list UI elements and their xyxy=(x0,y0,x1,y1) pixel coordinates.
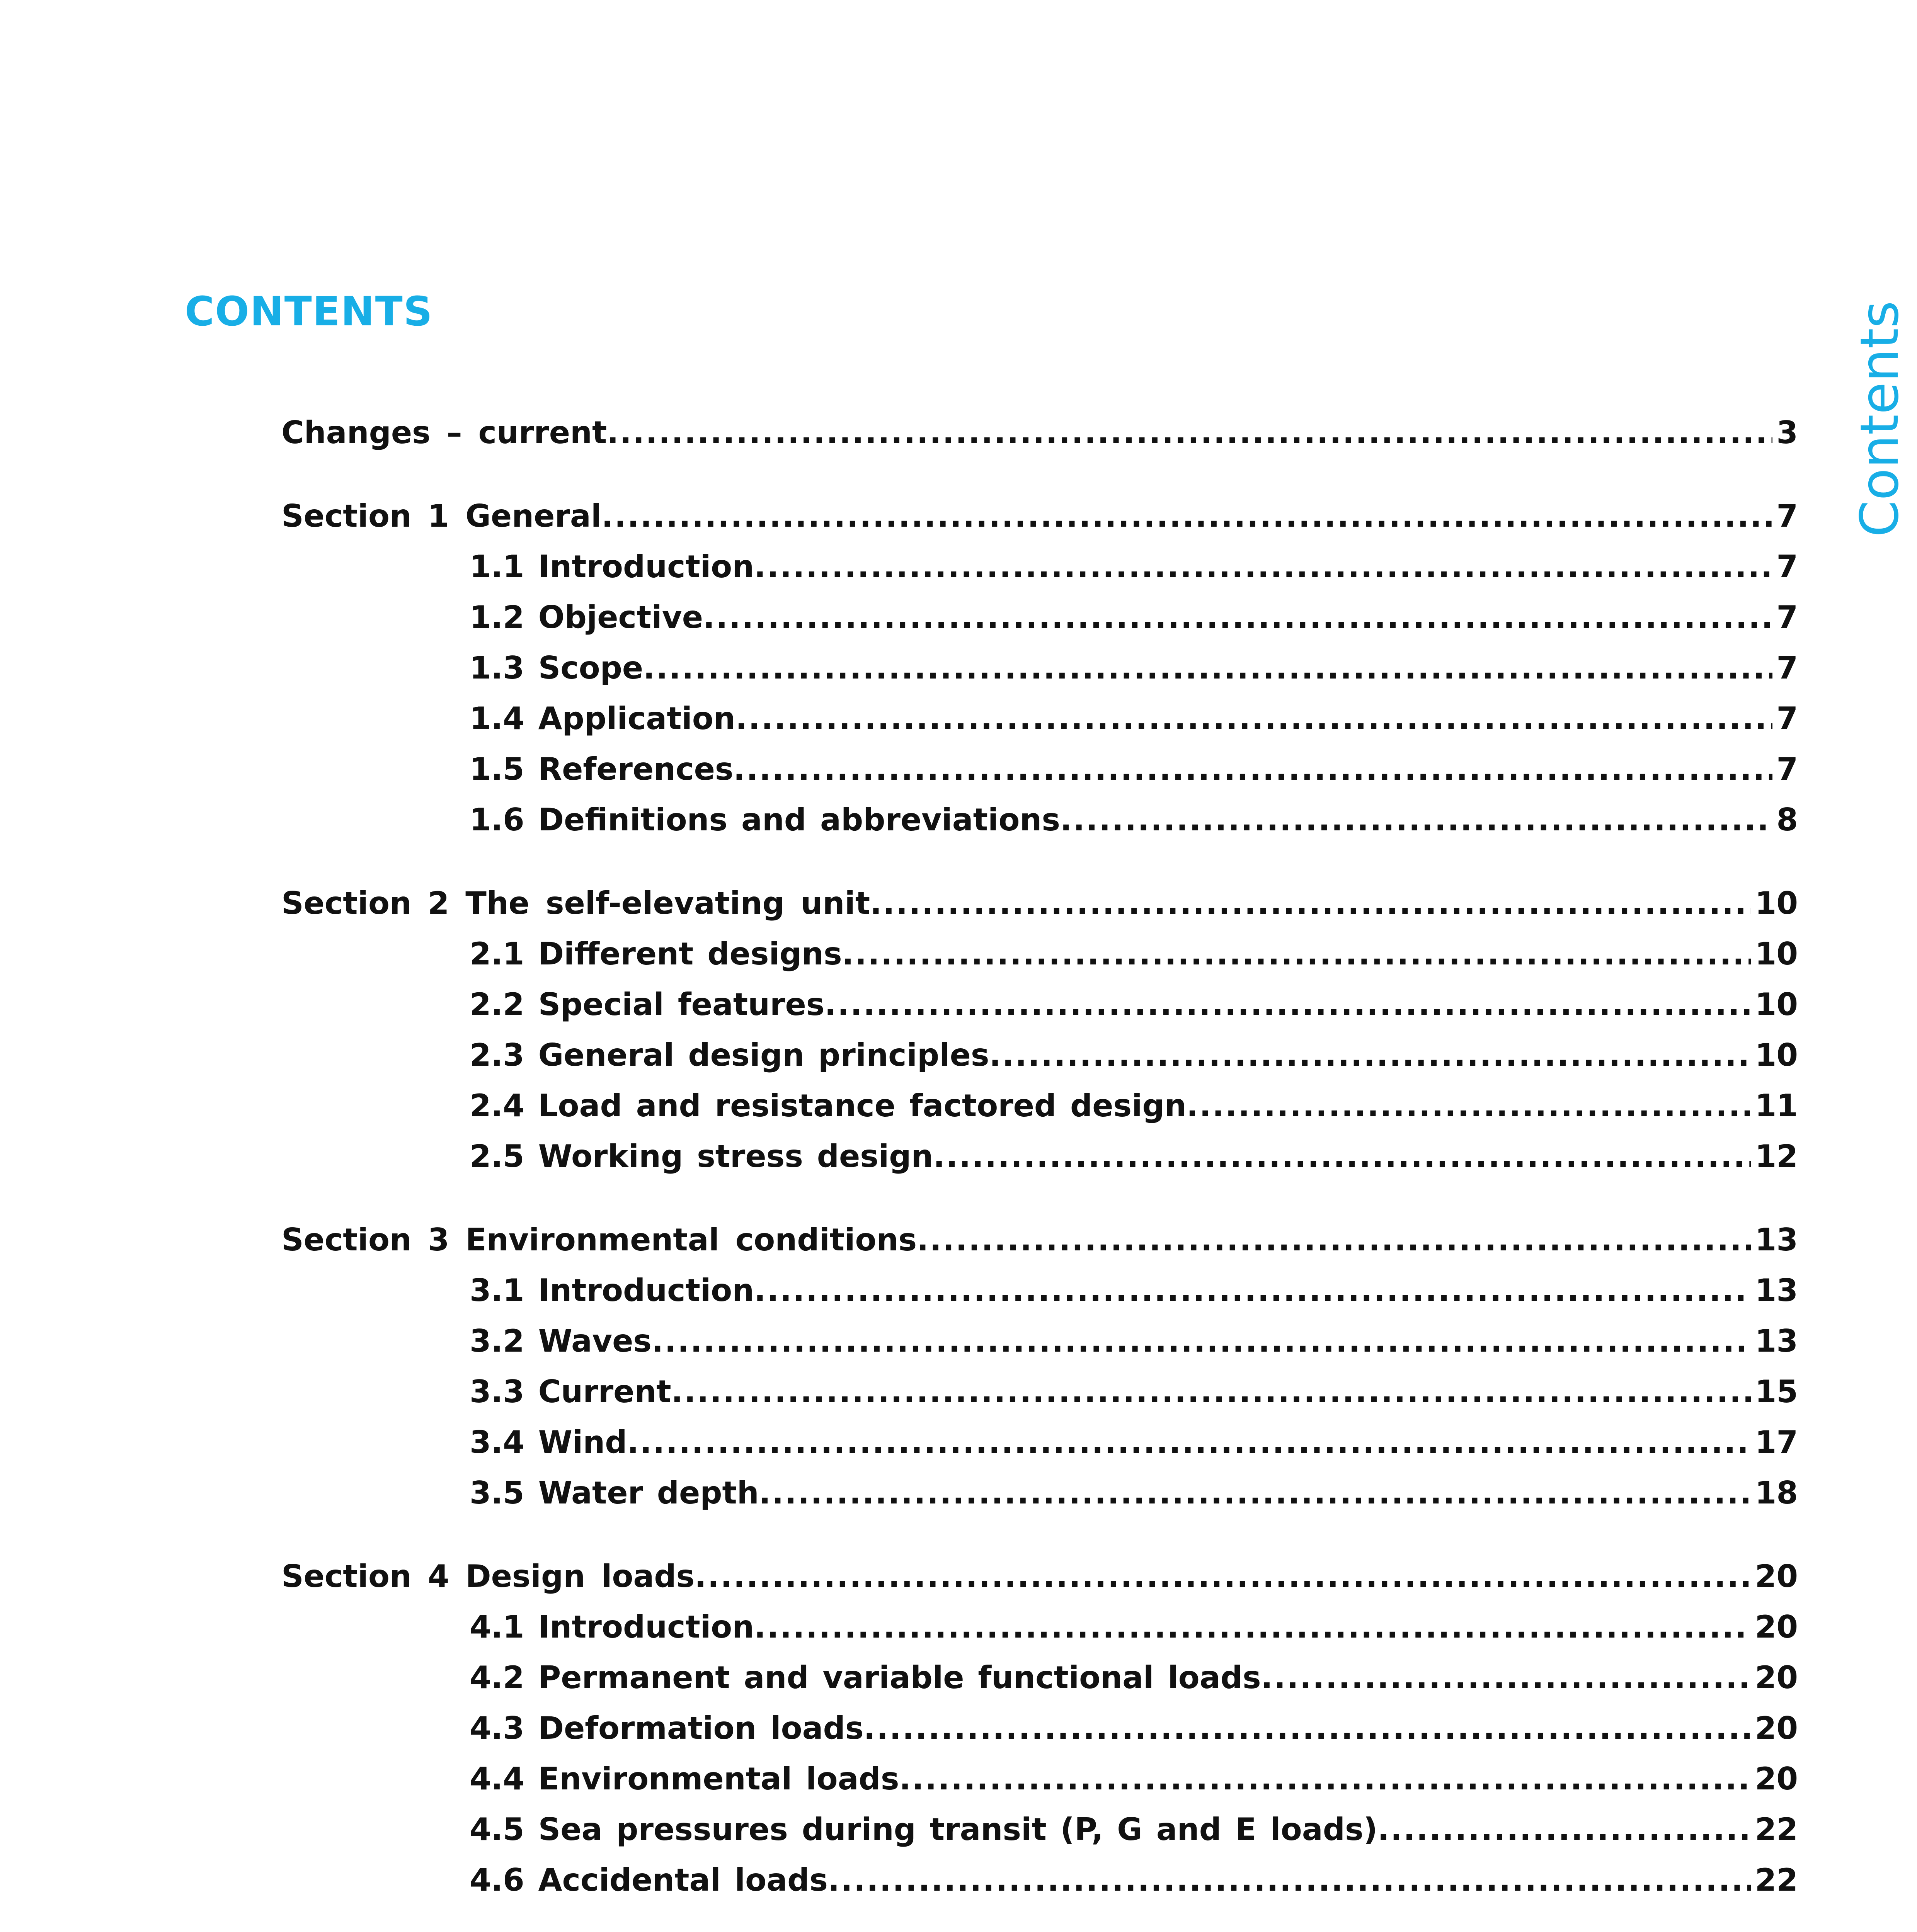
toc-entry-label: 1.3 Scope xyxy=(470,650,644,686)
toc-entry-page: 20 xyxy=(1755,1761,1798,1797)
toc-entry-page: 20 xyxy=(1755,1558,1798,1594)
toc-entry-label: 3.2 Waves xyxy=(470,1323,652,1359)
page-title: CONTENTS xyxy=(185,288,433,335)
toc-leader-dots xyxy=(828,1857,1751,1903)
toc-entry-2-1[interactable] xyxy=(470,931,1798,977)
toc-leader-dots xyxy=(671,1369,1751,1415)
toc-leader-dots xyxy=(989,1032,1751,1078)
toc-entry-label: 2.3 General design principles xyxy=(470,1037,989,1073)
toc-leader-dots xyxy=(842,931,1751,977)
toc-leader-dots xyxy=(1187,1083,1751,1129)
toc-entry-label: 4.1 Introduction xyxy=(470,1609,754,1645)
toc-leader-dots xyxy=(863,1705,1751,1752)
toc-entry-3-3[interactable] xyxy=(470,1369,1798,1415)
toc-entry-label: 1.4 Application xyxy=(470,701,735,736)
toc-entry-2-3[interactable] xyxy=(470,1032,1798,1078)
toc-entry-label: 2.4 Load and resistance factored design xyxy=(470,1088,1187,1124)
toc-entry-label: 3.3 Current xyxy=(470,1374,671,1410)
toc-entry-page: 10 xyxy=(1755,936,1798,972)
toc-entry-section-1[interactable] xyxy=(281,493,1798,539)
toc-entry-4-3[interactable] xyxy=(470,1705,1798,1752)
toc-leader-dots xyxy=(824,981,1751,1028)
toc-entry-label: 1.5 References xyxy=(470,751,734,787)
toc-entry-page: 17 xyxy=(1755,1424,1798,1460)
toc-leader-dots xyxy=(899,1756,1751,1802)
toc-entry-1-4[interactable] xyxy=(470,696,1798,742)
toc-entry-label: 2.5 Working stress design xyxy=(470,1138,933,1174)
toc-entry-page: 12 xyxy=(1755,1138,1798,1174)
toc-entry-4-6[interactable] xyxy=(470,1857,1798,1903)
toc-leader-dots xyxy=(607,410,1772,456)
toc-entry-2-5[interactable] xyxy=(470,1133,1798,1180)
toc-entry-page: 15 xyxy=(1755,1374,1798,1410)
toc-entry-label: Section 3 Environmental conditions xyxy=(281,1222,917,1258)
toc-entry-label: 1.1 Introduction xyxy=(470,549,754,585)
toc-leader-dots xyxy=(735,696,1772,742)
toc-entry-label: 4.5 Sea pressures during transit (P, G and E loads) xyxy=(470,1811,1378,1847)
toc-leader-dots xyxy=(695,1553,1751,1600)
toc-entry-page: 10 xyxy=(1755,885,1798,921)
toc-entry-4-1[interactable] xyxy=(470,1604,1798,1650)
toc-entry-3-5[interactable] xyxy=(470,1470,1798,1516)
toc-leader-dots xyxy=(870,880,1751,927)
toc-entry-page: 7 xyxy=(1776,701,1798,736)
toc-entry-1-2[interactable] xyxy=(470,594,1798,641)
toc-entry-page: 13 xyxy=(1755,1222,1798,1258)
toc-entry-label: Changes – current xyxy=(281,415,607,451)
toc-entry-3-1[interactable] xyxy=(470,1267,1798,1314)
toc-entry-label: Section 2 The self-elevating unit xyxy=(281,885,870,921)
toc-entry-4-4[interactable] xyxy=(470,1756,1798,1802)
toc-entry-label: 2.1 Different designs xyxy=(470,936,842,972)
toc-entry-label: 1.2 Objective xyxy=(470,599,703,635)
toc-entry-label: 4.6 Accidental loads xyxy=(470,1862,828,1898)
toc-leader-dots xyxy=(754,544,1772,590)
toc-entry-page: 7 xyxy=(1776,498,1798,534)
toc-entry-1-1[interactable] xyxy=(470,544,1798,590)
toc-entry-label: 1.6 Definitions and abbreviations xyxy=(470,802,1060,838)
toc-entry-page: 11 xyxy=(1755,1088,1798,1124)
toc-entry-page: 13 xyxy=(1755,1323,1798,1359)
toc-entry-1-6[interactable] xyxy=(470,797,1798,843)
toc-entry-label: 3.5 Water depth xyxy=(470,1475,759,1511)
toc-entry-page: 20 xyxy=(1755,1710,1798,1746)
toc-leader-dots xyxy=(703,594,1772,641)
toc-leader-dots xyxy=(1261,1655,1751,1701)
toc-leader-dots xyxy=(754,1604,1751,1650)
toc-entry-1-5[interactable] xyxy=(470,746,1798,793)
toc-entry-page: 7 xyxy=(1776,650,1798,686)
toc-entry-4-5[interactable] xyxy=(470,1806,1798,1853)
toc-entry-page: 7 xyxy=(1776,599,1798,635)
toc-entry-2-2[interactable] xyxy=(470,981,1798,1028)
toc-entry-3-2[interactable] xyxy=(470,1318,1798,1364)
toc-entry-label: 3.1 Introduction xyxy=(470,1272,754,1308)
toc-leader-dots xyxy=(917,1217,1751,1263)
toc-leader-dots xyxy=(643,645,1772,691)
toc-leader-dots xyxy=(759,1470,1751,1516)
toc-entry-page: 22 xyxy=(1755,1811,1798,1847)
toc-entry-page: 8 xyxy=(1776,802,1798,838)
toc-leader-dots xyxy=(601,493,1772,539)
toc-entry-label: 4.2 Permanent and variable functional loads xyxy=(470,1660,1261,1696)
toc-entry-label: 4.4 Environmental loads xyxy=(470,1761,899,1797)
toc-entry-4-2[interactable] xyxy=(470,1655,1798,1701)
toc-entry-page: 22 xyxy=(1755,1862,1798,1898)
toc-entry-label: 3.4 Wind xyxy=(470,1424,627,1460)
toc-leader-dots xyxy=(1060,797,1772,843)
side-tab-label: Contents xyxy=(1849,301,1910,537)
toc-leader-dots xyxy=(933,1133,1751,1180)
toc-entry-label: 4.3 Deformation loads xyxy=(470,1710,864,1746)
toc-entry-page: 13 xyxy=(1755,1272,1798,1308)
toc-entry-page: 20 xyxy=(1755,1609,1798,1645)
toc-entry-3-4[interactable] xyxy=(470,1419,1798,1466)
toc-entry-label: 2.2 Special features xyxy=(470,986,825,1022)
toc-entry-section-4[interactable] xyxy=(281,1553,1798,1600)
toc-entry-section-3[interactable] xyxy=(281,1217,1798,1263)
toc-entry-page: 7 xyxy=(1776,751,1798,787)
toc-leader-dots xyxy=(1377,1806,1751,1853)
toc-entry-page: 18 xyxy=(1755,1475,1798,1511)
toc-entry-changes[interactable] xyxy=(281,410,1798,456)
toc-entry-page: 20 xyxy=(1755,1660,1798,1696)
toc-leader-dots xyxy=(733,746,1772,793)
toc-leader-dots xyxy=(754,1267,1751,1314)
toc-entry-label: Section 4 Design loads xyxy=(281,1558,695,1594)
toc-leader-dots xyxy=(627,1419,1751,1466)
toc-entry-1-3[interactable] xyxy=(470,645,1798,691)
toc-leader-dots xyxy=(652,1318,1751,1364)
toc-entry-2-4[interactable] xyxy=(470,1083,1798,1129)
toc-entry-label: Section 1 General xyxy=(281,498,602,534)
toc-entry-page: 10 xyxy=(1755,1037,1798,1073)
toc-entry-page: 3 xyxy=(1776,415,1798,451)
toc-entry-section-2[interactable] xyxy=(281,880,1798,927)
toc-entry-page: 10 xyxy=(1755,986,1798,1022)
toc-entry-page: 7 xyxy=(1776,549,1798,585)
